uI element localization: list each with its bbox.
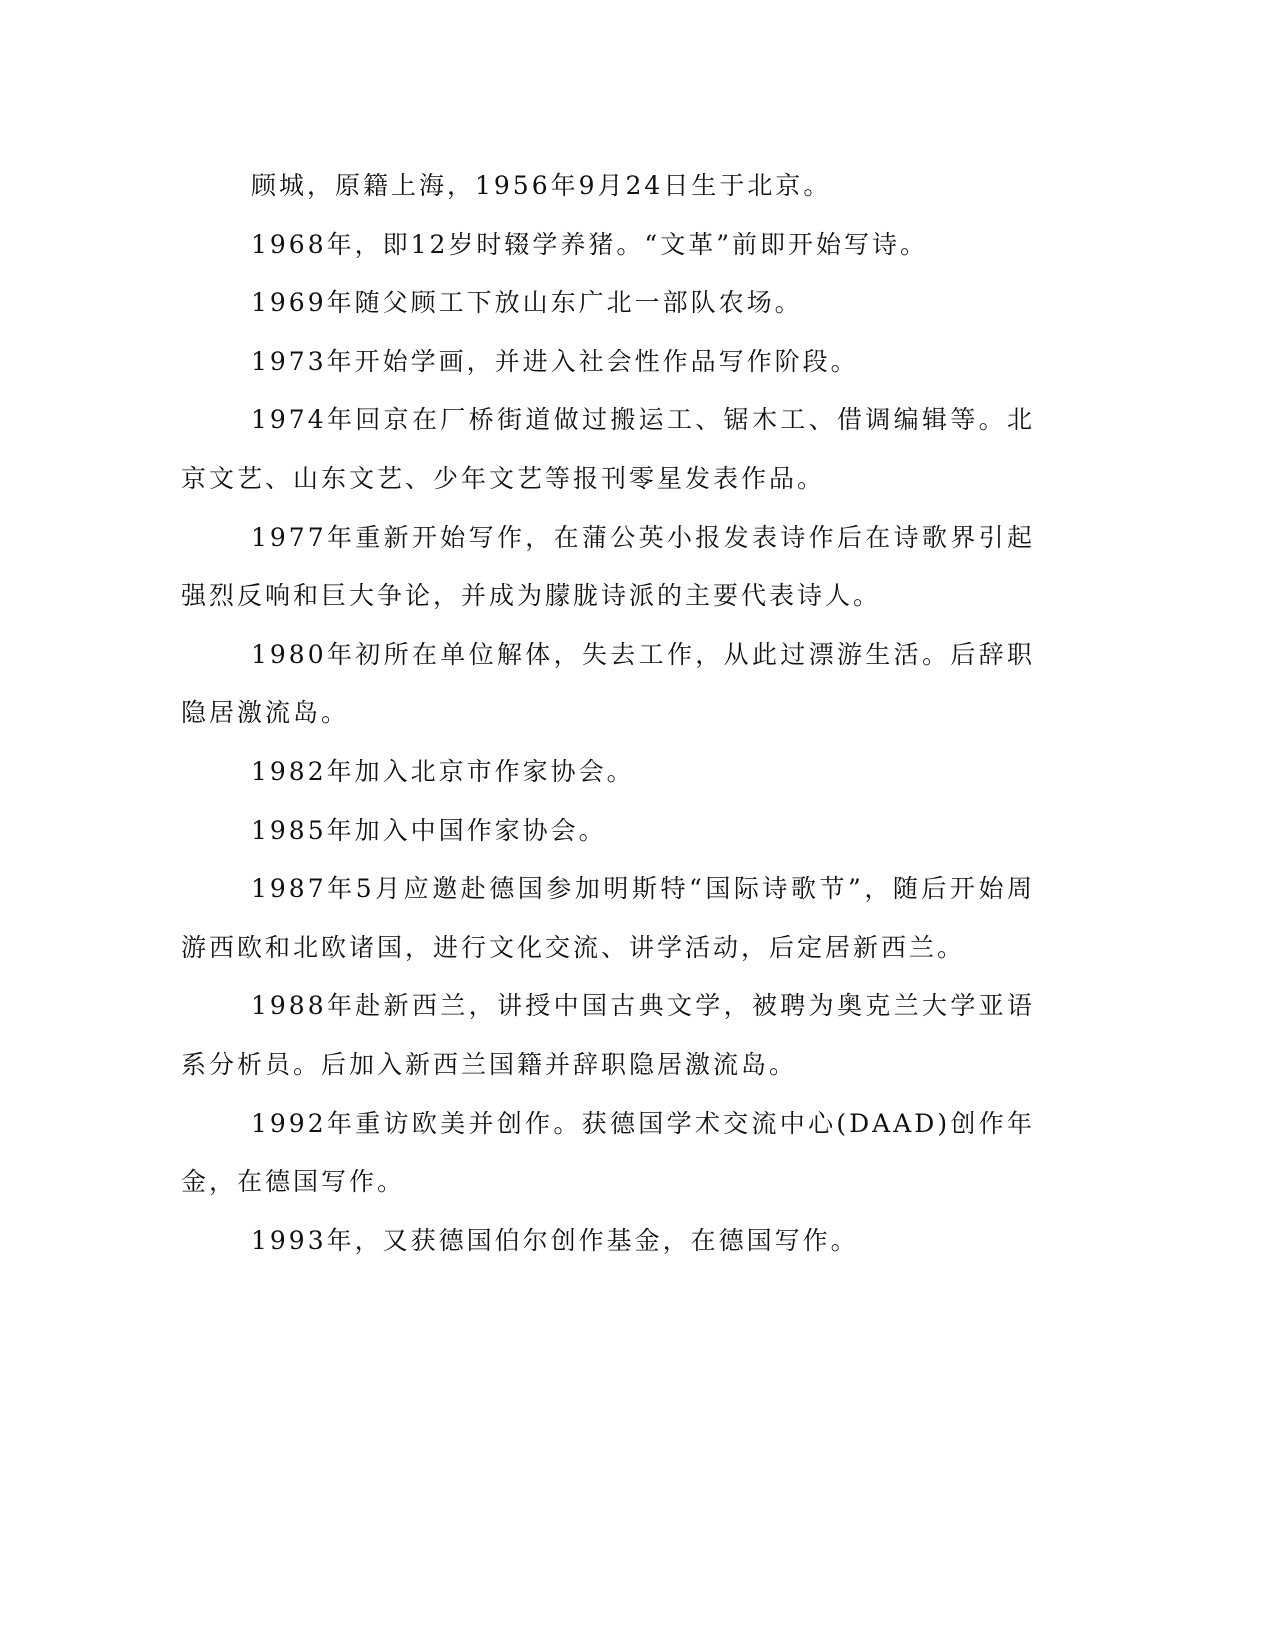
paragraph-1968: 1968年，即12岁时辍学养猪。“文革”前即开始写诗。: [251, 229, 928, 259]
paragraph-1969: 1969年随父顾工下放山东广北一部队农场。: [251, 288, 803, 318]
paragraph-1993: 1993年，又获德国伯尔创作基金，在德国写作。: [251, 1225, 859, 1255]
paragraph-birth: 顾城，原籍上海，1956年9月24日生于北京。: [251, 171, 832, 200]
paragraph-1974: 1974年回京在厂桥街道做过搬运工、锯木工、借调编辑等。北京文艺、山东文艺、少年文艺等报刊零星发表作品。: [181, 405, 1035, 493]
paragraph-1988: 1988年赴新西兰，讲授中国古典文学，被聘为奥克兰大学亚语系分析员。后加入新西兰国籍并辞职隐居激流岛。: [181, 991, 1035, 1079]
paragraph-1982: 1982年加入北京市作家协会。: [251, 756, 635, 786]
paragraph-1973: 1973年开始学画，并进入社会性作品写作阶段。: [251, 346, 859, 376]
paragraph-1985: 1985年加入中国作家协会。: [251, 815, 607, 845]
paragraph-1987: 1987年5月应邀赴德国参加明斯特“国际诗歌节”，随后开始周游西欧和北欧诸国，进行文化交流、讲学活动，后定居新西兰。: [181, 874, 1035, 962]
paragraph-1992: 1992年重访欧美并创作。获德国学术交流中心(DAAD)创作年金，在德国写作。: [181, 1108, 1035, 1197]
document-body: [181, 157, 1035, 1270]
paragraph-1977: 1977年重新开始写作，在蒲公英小报发表诗作后在诗歌界引起强烈反响和巨大争论，并成为朦胧诗派的主要代表诗人。: [181, 522, 1035, 611]
paragraph-1980: 1980年初所在单位解体，失去工作，从此过漂游生活。后辞职隐居激流岛。: [181, 639, 1035, 728]
